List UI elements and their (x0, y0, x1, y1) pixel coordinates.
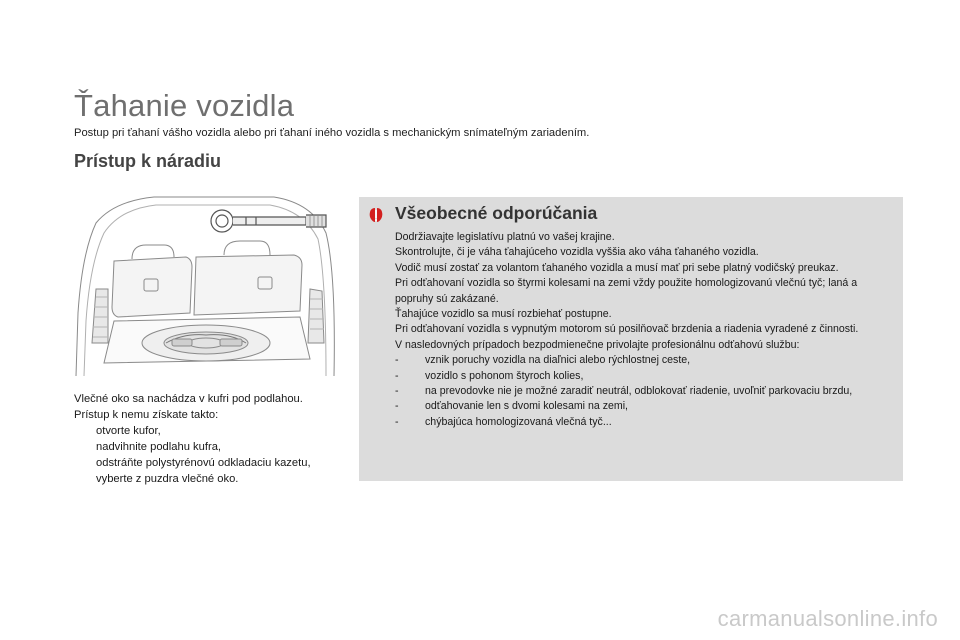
recommendation-paragraph: V nasledovných prípadoch bezpodmienečne privolajte profesionálnu odťahovú službu: (395, 338, 800, 351)
dash-bullet: - (395, 385, 399, 398)
list-item: - odťahovanie len s dvomi kolesami na zemi, (395, 399, 895, 414)
watermark: carmanualsonline.info (717, 606, 938, 631)
list-item: - vozidlo s pohonom štyroch kolies, (395, 369, 895, 384)
recommendations-title: Všeobecné odporúčania (395, 203, 598, 223)
dash-bullet: - (395, 400, 399, 413)
warning-exclamation-icon (368, 207, 384, 225)
recommendation-paragraph: Vodič musí zostať za volantom ťahaného vozidla a musí mať pri sebe platný vodičský preukaz. (395, 261, 839, 274)
list-item: - chýbajúca homologizovaná vlečná tyč... (395, 415, 895, 430)
dash-bullet: - (395, 369, 399, 382)
access-instructions (74, 391, 344, 487)
trunk-illustration (74, 193, 336, 376)
dash-bullet: - (395, 415, 399, 428)
access-text: Prístup k nemu získate takto: (74, 409, 219, 421)
location-text: Vlečné oko sa nachádza v kufri pod podlahou. (74, 393, 303, 405)
section-title: Prístup k náradiu (74, 151, 222, 171)
list-item: - vznik poruchy vozidla na diaľnici alebo rýchlostnej ceste, (395, 353, 895, 368)
list-item: nadvihnite podlahu kufra, (96, 441, 222, 453)
dash-bullet: - (395, 354, 399, 367)
list-item: vyberte z puzdra vlečné oko. (96, 473, 239, 485)
recommendation-paragraph: Dodržiavajte legislatívu platnú vo vašej krajine. (395, 231, 615, 243)
list-item: odstráňte polystyrénovú odkladaciu kazetu, (96, 457, 311, 469)
page-title: Ťahanie vozidla (74, 88, 295, 123)
list-item: otvorte kufor, (96, 425, 161, 437)
recommendation-paragraph: Pri odťahovaní vozidla s vypnutým motorom sú posilňovač brzdenia a riadenia vyradené z činnosti. (395, 323, 859, 336)
recommendations-body (395, 230, 895, 430)
intro-text: Postup pri ťahaní vášho vozidla alebo pri ťahaní iného vozidla s mechanickým snímateľným zariadením. (74, 127, 590, 139)
steps-list (74, 423, 344, 487)
general-recommendations-box (359, 197, 903, 481)
recommendation-paragraph: Ťahajúce vozidlo sa musí rozbiehať postupne. (395, 308, 612, 321)
recommendation-paragraph: Skontrolujte, či je váha ťahajúceho vozidla vyššia ako váha ťahaného vozidla. (395, 246, 759, 259)
list-item: - na prevodovke nie je možné zaradiť neutrál, odblokovať riadenie, uvoľniť parkovaciu brzdu, (395, 384, 895, 399)
recommendation-paragraph: Pri odťahovaní vozidla so štyrmi kolesami na zemi vždy použite homologizovanú vlečnú tyč; laná a popruhy sú zakázané. (395, 277, 858, 305)
tow-service-cases-list (395, 353, 895, 430)
